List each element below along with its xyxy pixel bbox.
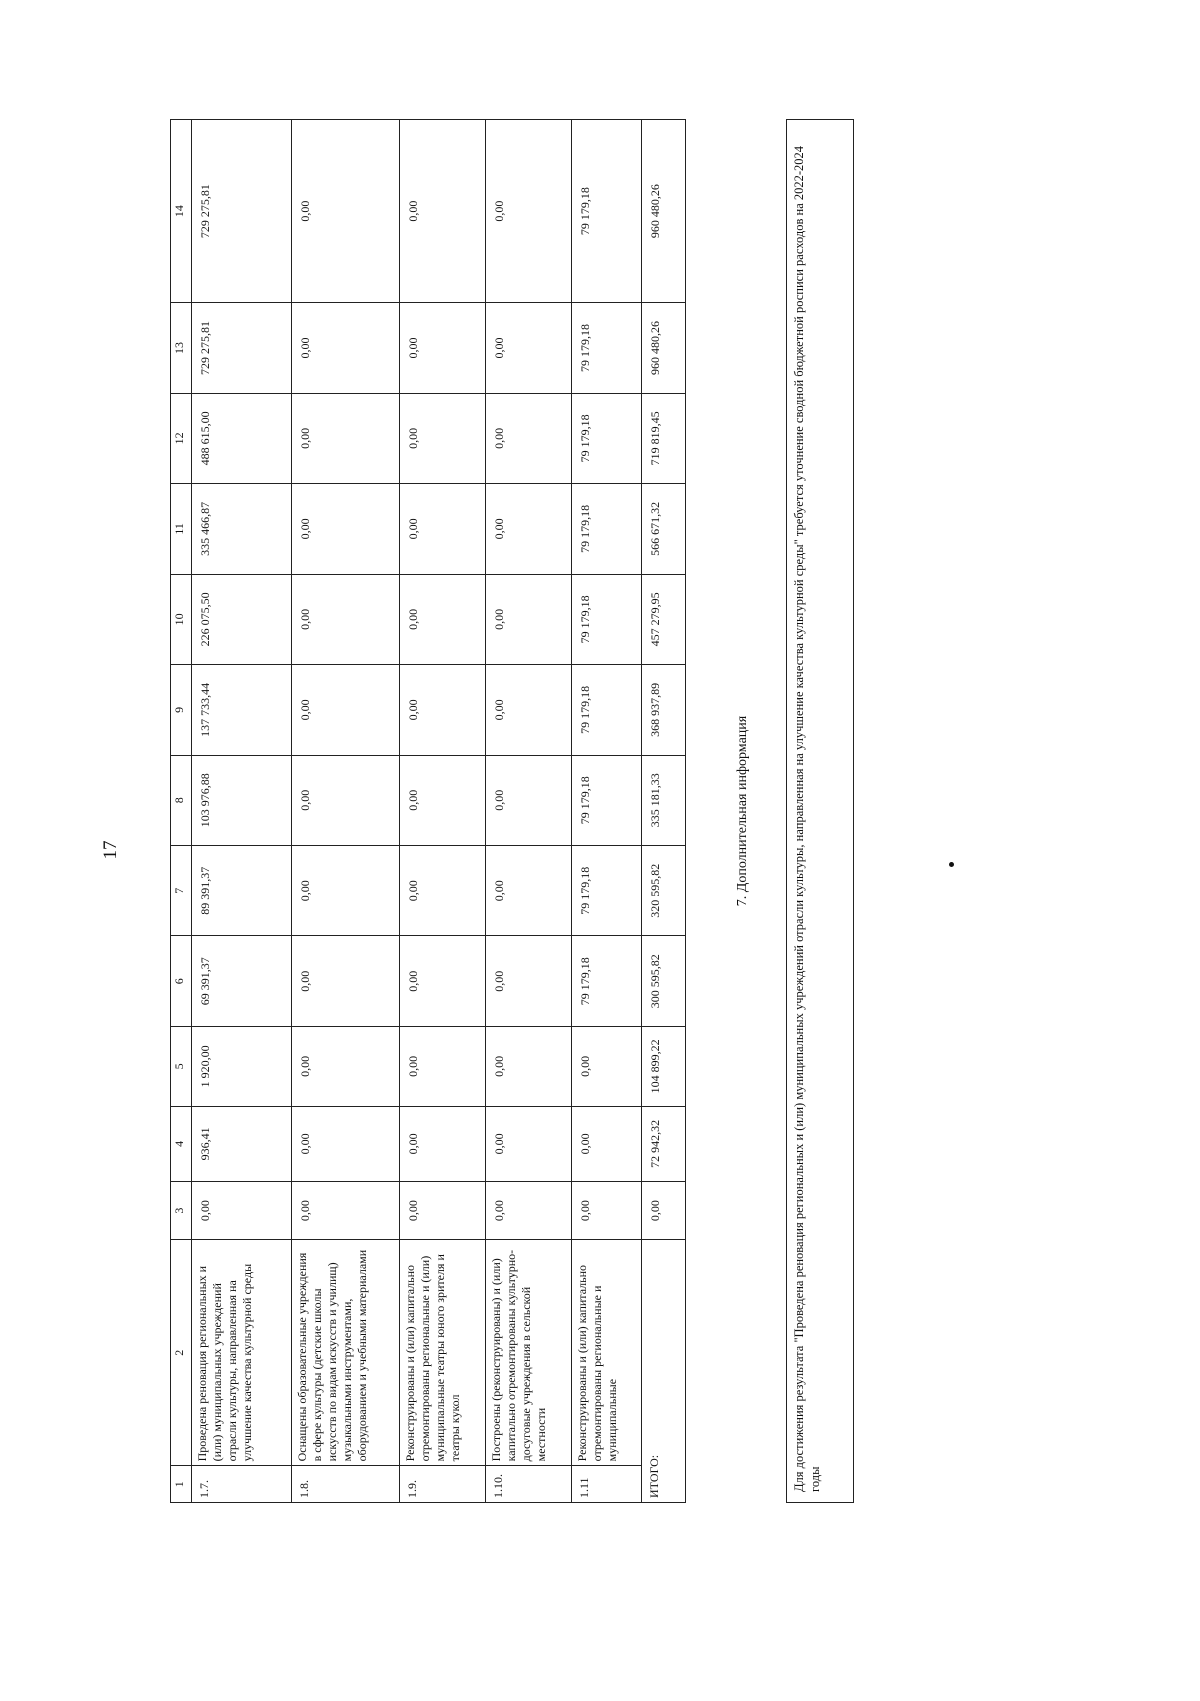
value-cell: 137 733,44: [192, 665, 292, 755]
total-value-cell: 335 181,33: [642, 755, 686, 845]
total-value-cell: 960 480,26: [642, 303, 686, 393]
row-number: 1.9.: [400, 1466, 486, 1503]
value-cell: 0,00: [400, 393, 486, 483]
value-cell: 1 920,00: [192, 1026, 292, 1106]
total-value-cell: 368 937,89: [642, 665, 686, 755]
table-row: [486, 120, 572, 1503]
column-header: 1: [171, 1466, 192, 1503]
note-text: Для достижения результата "Проведена реновация региональных и (или) муниципальных учреждений отрасли культуры, направленная на улучшение качества культурной среды" требуется уточнение сводной бюджетной росписи расходов на 2022-2024 годы: [792, 145, 823, 1492]
value-cell: 729 275,81: [192, 120, 292, 303]
row-name: Реконструированы и (или) капитально отремонтированы региональные и муниципальные: [572, 1240, 642, 1466]
value-cell: 729 275,81: [192, 303, 292, 393]
total-value-cell: 72 942,32: [642, 1106, 686, 1181]
value-cell: 0,00: [400, 484, 486, 574]
value-cell: 0,00: [400, 1182, 486, 1240]
table-row: [572, 120, 642, 1503]
value-cell: 79 179,18: [572, 665, 642, 755]
value-cell: 79 179,18: [572, 303, 642, 393]
value-cell: 0,00: [292, 936, 400, 1026]
total-value-cell: 719 819,45: [642, 393, 686, 483]
table-row: [292, 120, 400, 1503]
value-cell: 0,00: [572, 1182, 642, 1240]
value-cell: 0,00: [486, 574, 572, 664]
total-label: ИТОГО:: [642, 1240, 686, 1503]
column-header: 9: [171, 665, 192, 755]
value-cell: 0,00: [292, 1106, 400, 1181]
row-number: 1.8.: [292, 1466, 400, 1503]
table-body: [192, 120, 686, 1503]
table-row: [192, 120, 292, 1503]
column-header: 14: [171, 120, 192, 303]
value-cell: 0,00: [486, 120, 572, 303]
column-header: 6: [171, 936, 192, 1026]
budget-table: [170, 119, 686, 1503]
rotated-page-content: [170, 119, 870, 1503]
value-cell: 79 179,18: [572, 393, 642, 483]
value-cell: 0,00: [486, 665, 572, 755]
value-cell: 79 179,18: [572, 755, 642, 845]
column-header: 11: [171, 484, 192, 574]
column-header: 4: [171, 1106, 192, 1181]
value-cell: 0,00: [400, 303, 486, 393]
column-header: 3: [171, 1182, 192, 1240]
value-cell: 0,00: [486, 1026, 572, 1106]
column-header: 12: [171, 393, 192, 483]
total-value-cell: 300 595,82: [642, 936, 686, 1026]
value-cell: 0,00: [292, 393, 400, 483]
value-cell: 0,00: [292, 303, 400, 393]
value-cell: 0,00: [486, 393, 572, 483]
column-header: 2: [171, 1240, 192, 1466]
value-cell: 0,00: [486, 484, 572, 574]
value-cell: 79 179,18: [572, 574, 642, 664]
value-cell: 89 391,37: [192, 846, 292, 936]
column-header: 8: [171, 755, 192, 845]
value-cell: 0,00: [292, 484, 400, 574]
value-cell: 0,00: [400, 665, 486, 755]
row-number: 1.10.: [486, 1466, 572, 1503]
value-cell: 0,00: [400, 1026, 486, 1106]
value-cell: 0,00: [292, 665, 400, 755]
row-name: Оснащены образовательные учреждения в сфере культуры (детские школы искусств по видам искусств и училищ) музыкальными инструментами, оборудованием и учебными материалами: [292, 1240, 400, 1466]
value-cell: 0,00: [192, 1182, 292, 1240]
note-box: [786, 119, 854, 1503]
value-cell: 0,00: [400, 936, 486, 1026]
column-header: 7: [171, 846, 192, 936]
total-value-cell: 320 595,82: [642, 846, 686, 936]
value-cell: 0,00: [400, 846, 486, 936]
total-row: [642, 120, 686, 1503]
value-cell: 0,00: [400, 755, 486, 845]
page-number: 17: [100, 840, 121, 860]
value-cell: 79 179,18: [572, 846, 642, 936]
value-cell: 103 976,88: [192, 755, 292, 845]
column-header: 10: [171, 574, 192, 664]
value-cell: 0,00: [292, 755, 400, 845]
total-value-cell: 104 899,22: [642, 1026, 686, 1106]
table-header-row: [171, 120, 192, 1503]
scan-speck: [949, 862, 954, 867]
value-cell: 0,00: [400, 1106, 486, 1181]
value-cell: 69 391,37: [192, 936, 292, 1026]
column-header: 13: [171, 303, 192, 393]
value-cell: 79 179,18: [572, 484, 642, 574]
value-cell: 79 179,18: [572, 120, 642, 303]
total-value-cell: 0,00: [642, 1182, 686, 1240]
value-cell: 0,00: [292, 846, 400, 936]
column-header: 5: [171, 1026, 192, 1106]
value-cell: 0,00: [486, 1106, 572, 1181]
value-cell: 0,00: [486, 936, 572, 1026]
value-cell: 0,00: [292, 1182, 400, 1240]
row-number: 1.11: [572, 1466, 642, 1503]
row-name: Проведена реновация региональных и (или) муниципальных учреждений отрасли культуры, направленная на улучшение качества культурной среды: [192, 1240, 292, 1466]
value-cell: 936,41: [192, 1106, 292, 1181]
value-cell: 226 075,50: [192, 574, 292, 664]
value-cell: 0,00: [486, 303, 572, 393]
value-cell: 0,00: [486, 1182, 572, 1240]
value-cell: 0,00: [400, 574, 486, 664]
value-cell: 0,00: [572, 1106, 642, 1181]
value-cell: 0,00: [572, 1026, 642, 1106]
value-cell: 0,00: [292, 120, 400, 303]
value-cell: 79 179,18: [572, 936, 642, 1026]
value-cell: 335 466,87: [192, 484, 292, 574]
total-value-cell: 566 671,32: [642, 484, 686, 574]
value-cell: 488 615,00: [192, 393, 292, 483]
value-cell: 0,00: [292, 1026, 400, 1106]
section-title: 7. Дополнительная информация: [735, 715, 750, 907]
table-row: [400, 120, 486, 1503]
value-cell: 0,00: [292, 574, 400, 664]
total-value-cell: 960 480,26: [642, 120, 686, 303]
value-cell: 0,00: [400, 120, 486, 303]
total-value-cell: 457 279,95: [642, 574, 686, 664]
row-name: Реконструированы и (или) капитально отремонтированы региональные и (или) муниципальные театры юного зрителя и театры кукол: [400, 1240, 486, 1466]
row-name: Построены (реконструированы) и (или) капитально отремонтированы культурно-досуговые учреждения в сельской местности: [486, 1240, 572, 1466]
row-number: 1.7.: [192, 1466, 292, 1503]
value-cell: 0,00: [486, 755, 572, 845]
value-cell: 0,00: [486, 846, 572, 936]
